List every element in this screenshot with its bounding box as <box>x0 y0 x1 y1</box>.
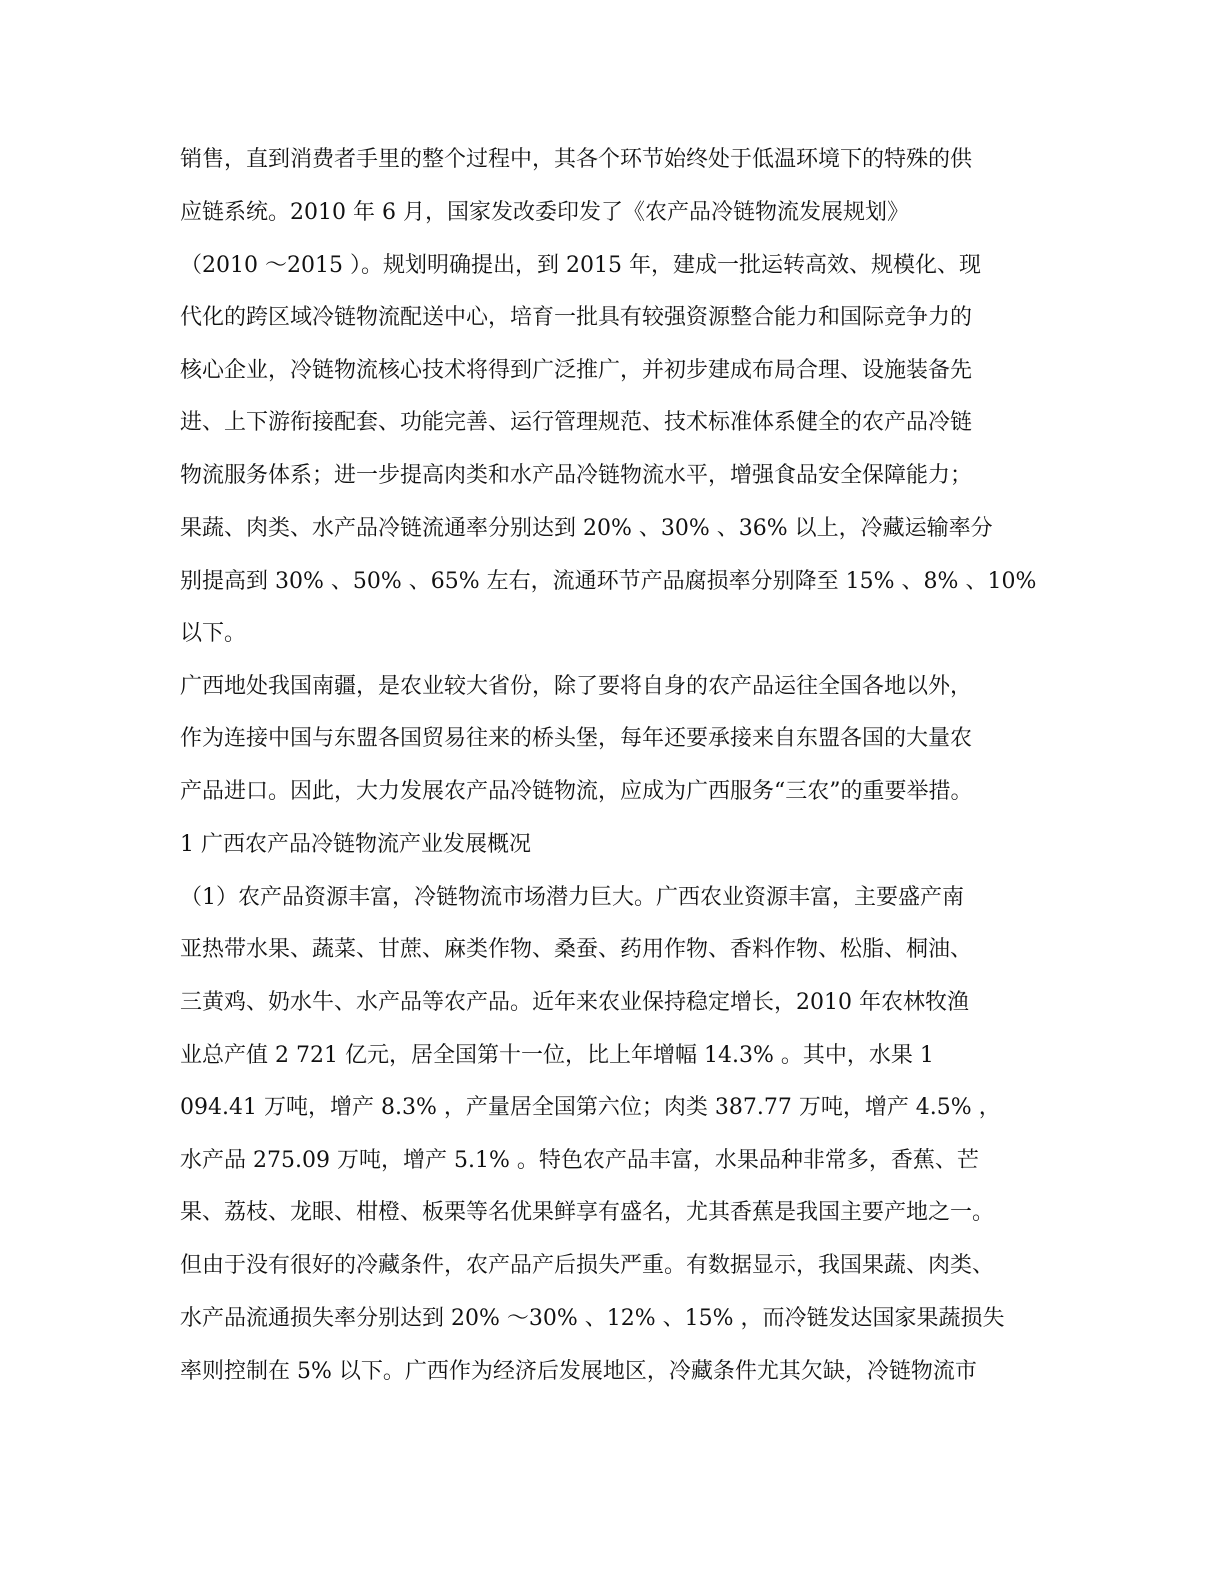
text-line: 应链系统。2010 年 6 月，国家发改委印发了《农产品冷链物流发展规划》 <box>180 200 909 225</box>
text-line: 三黄鸡、奶水牛、水产品等农产品。近年来农业保持稳定增长，2010 年农林牧渔 <box>180 990 969 1015</box>
text-line: 别提高到 30% 、50% 、65% 左右，流通环节产品腐损率分别降至 15% 、8% 、10% <box>180 569 1037 594</box>
text-line: 以下。 <box>180 621 247 646</box>
text-line: 094.41 万吨，增产 8.3% ，产量居全国第六位；肉类 387.77 万吨，增产 4.5% ， <box>180 1095 1001 1120</box>
text-line: 代化的跨区域冷链物流配送中心，培育一批具有较强资源整合能力和国际竞争力的 <box>180 305 973 330</box>
text-line: 但由于没有很好的冷藏条件，农产品产后损失严重。有数据显示，我国果蔬、肉类、 <box>180 1253 995 1278</box>
text-line: 果蔬、肉类、水产品冷链流通率分别达到 20% 、30% 、36% 以上，冷藏运输率分 <box>180 516 993 541</box>
text-line: 亚热带水果、蔬菜、甘蔗、麻类作物、桑蚕、药用作物、香料作物、松脂、桐油、 <box>180 937 973 962</box>
text-line: 物流服务体系；进一步提高肉类和水产品冷链物流水平，增强食品安全保障能力； <box>180 463 973 488</box>
text-line: 进、上下游衔接配套、功能完善、运行管理规范、技术标准体系健全的农产品冷链 <box>180 410 973 435</box>
text-line: （2010 ～2015 ）。规划明确提出，到 2015 年，建成一批运转高效、规模化、现 <box>180 253 981 278</box>
text-line: 销售，直到消费者手里的整个过程中，其各个环节始终处于低温环境下的特殊的供 <box>180 147 973 172</box>
text-line: 核心企业，冷链物流核心技术将得到广泛推广，并初步建成布局合理、设施装备先 <box>180 358 973 383</box>
text-line: 水产品流通损失率分别达到 20% ～30% 、12% 、15% ，而冷链发达国家果蔬损失 <box>180 1306 1005 1331</box>
text-line: 业总产值 2 721 亿元，居全国第十一位，比上年增幅 14.3% 。其中，水果 1 <box>180 1043 934 1068</box>
text-line: 水产品 275.09 万吨，增产 5.1% 。特色农产品丰富，水果品种非常多，香蕉、芒 <box>180 1148 979 1173</box>
text-line: 作为连接中国与东盟各国贸易往来的桥头堡，每年还要承接来自东盟各国的大量农 <box>180 726 973 751</box>
text-line: 率则控制在 5% 以下。广西作为经济后发展地区，冷藏条件尤其欠缺，冷链物流市 <box>180 1359 977 1384</box>
text-line: 产品进口。因此，大力发展农产品冷链物流，应成为广西服务“三农”的重要举措。 <box>180 779 973 804</box>
text-line: 果、荔枝、龙眼、柑橙、板栗等名优果鲜享有盛名，尤其香蕉是我国主要产地之一。 <box>180 1200 995 1225</box>
text-line: （1）农产品资源丰富，冷链物流市场潜力巨大。广西农业资源丰富，主要盛产南 <box>180 885 964 910</box>
section-heading: 1 广西农产品冷链物流产业发展概况 <box>180 832 531 857</box>
text-line: 广西地处我国南疆，是农业较大省份，除了要将自身的农产品运往全国各地以外， <box>180 674 973 699</box>
